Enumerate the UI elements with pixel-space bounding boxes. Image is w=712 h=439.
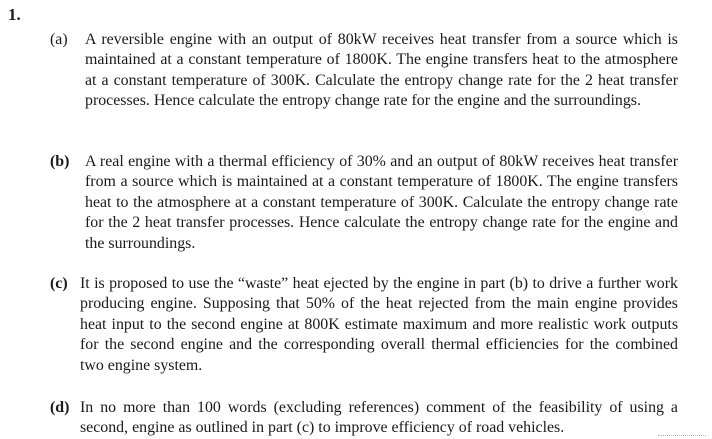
part-d-text: In no more than 100 words (excluding references) comment of the feasibility of using a second, engine as outlined in part (c) to improve efficiency of road vehicles. — [80, 399, 678, 437]
question-part-d — [50, 398, 678, 439]
part-c-label: (c) — [50, 275, 68, 292]
question-part-a — [50, 30, 678, 112]
part-b-label: (b) — [50, 153, 70, 170]
part-c-text: It is proposed to use the “waste” heat ejected by the engine in part (b) to drive a further work producing engine. Supposing that 50% of the heat rejected from the main engine provides heat input to the second engine at 800K estimate maximum and more realistic work outputs for the second engine and the corresponding overall thermal efficiencies for the combined two engine system. — [80, 275, 678, 374]
part-a-text: A reversible engine with an output of 80kW receives heat transfer from a source which is maintained at a constant temperature of 1800K. The engine transfers heat to the atmosphere at a constant temperature of 300K. Calculate the entropy change rate for the 2 heat transfer processes. Hence calculate the entropy change rate for the engine and the surroundings. — [85, 31, 678, 110]
part-b-text: A real engine with a thermal efficiency of 30% and an output of 80kW receives heat transfer from a source which is maintained at a constant temperature of 1800K. The engine transfers heat to the atmosphere at a constant temperature of 300K. Calculate the entropy change rate for the 2 heat transfer processes. Hence calculate the entropy change rate for the engine and the surroundings. — [85, 153, 678, 252]
page-edge-mark — [658, 435, 706, 439]
question-part-c — [50, 274, 678, 376]
part-a-label: (a) — [50, 31, 68, 48]
question-number: 1. — [8, 5, 21, 24]
question-part-b — [50, 152, 678, 254]
part-d-label: (d) — [50, 399, 70, 416]
